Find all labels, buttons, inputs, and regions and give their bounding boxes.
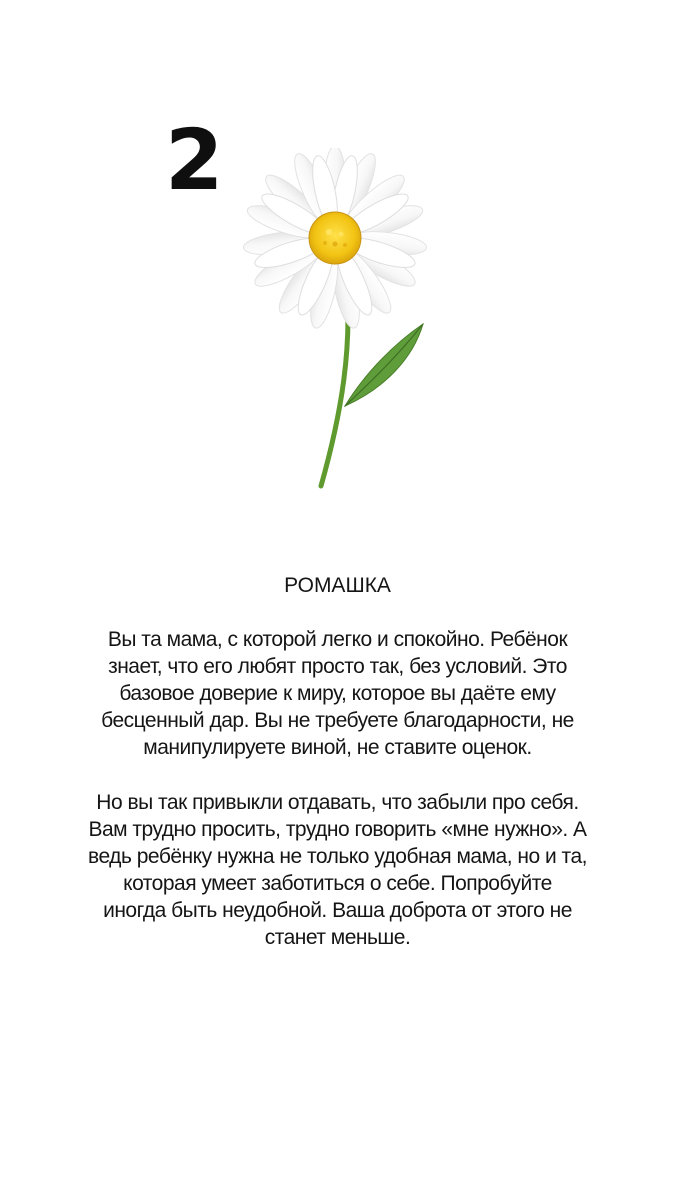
text-line: Вы та мама, с которой легко и спокойно. Ребёнок bbox=[107, 628, 568, 651]
description-paragraph-1 bbox=[40, 626, 635, 761]
text-line: бесценный дар. Вы не требуете благодарности, не bbox=[101, 709, 574, 732]
text-line: станет меньше. bbox=[264, 926, 411, 949]
text-line: ведь ребёнку нужна не только удобная мама, но и та, bbox=[88, 845, 587, 868]
card-number: 2 bbox=[165, 111, 222, 209]
text-line: иногда быть неудобной. Ваша доброта от этого не bbox=[103, 899, 572, 922]
text-line: Вам трудно просить, трудно говорить «мне нужно». А bbox=[88, 818, 587, 841]
text-line: знает, что его любят просто так, без условий. Это bbox=[108, 655, 567, 678]
text-line: которая умеет заботиться о себе. Попробуйте bbox=[123, 872, 552, 895]
flower-title: РОМАШКА bbox=[284, 574, 391, 597]
text-line: Но вы так привыкли отдавать, что забыли про себя. bbox=[96, 791, 579, 814]
text-line: манипулируете виной, не ставите оценок. bbox=[143, 736, 532, 759]
daisy-icon bbox=[235, 148, 435, 493]
text-line: базовое доверие к миру, которое вы даёте ему bbox=[119, 682, 556, 705]
description-paragraph-2 bbox=[40, 789, 635, 951]
